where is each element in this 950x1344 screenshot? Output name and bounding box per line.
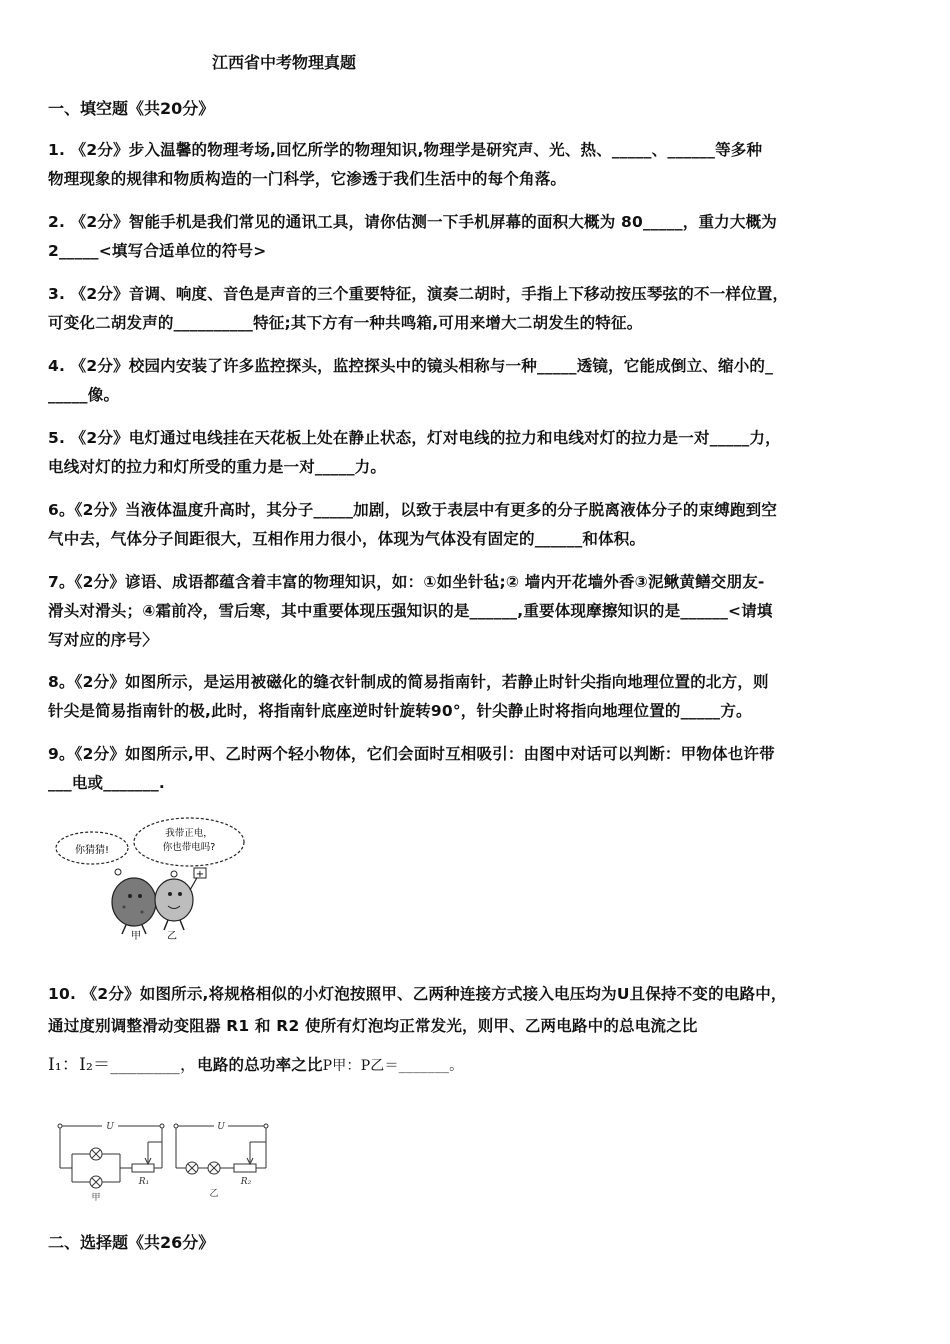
question-line: 物理现象的规律和物质构造的一门科学，它渗透于我们生活中的每个角落。 xyxy=(48,170,567,188)
object-jia xyxy=(112,878,156,926)
question-line: 写对应的序号〉 xyxy=(48,631,158,649)
question-8 xyxy=(48,668,908,726)
question-line: 6。《2分》当液体温度升高时，其分子_____加剧，以致于表层中有更多的分子脱离液体分子的束缚跑到空 xyxy=(48,501,778,519)
question-line: 电线对灯的拉力和灯所受的重力是一对_____力。 xyxy=(48,458,387,476)
question-2 xyxy=(48,208,908,266)
question-line: _____像。 xyxy=(48,386,120,404)
question-line: 气中去，气体分子间距很大，互相作用力很小，体现为气体没有固定的______和体积。 xyxy=(48,530,646,548)
question-3 xyxy=(48,280,908,338)
right-bubble-text-2: 你也带电吗? xyxy=(162,842,216,853)
section-choice-heading: 二、选择题《共26分》 xyxy=(48,1233,215,1252)
power-ratio-text: 电路的总功率之比 xyxy=(197,1056,323,1074)
question-line-ratios xyxy=(48,1051,908,1081)
q10-figure-circuits xyxy=(52,1112,282,1204)
question-line: 2. 《2分》智能手机是我们常见的通讯工具，请你估测一下手机屏幕的面积大概为 80_____，重力大概为 xyxy=(48,213,777,231)
label-u-jia: U xyxy=(106,1122,114,1132)
label-r2: R₂ xyxy=(240,1177,252,1187)
label-jia: 甲 xyxy=(91,1193,101,1203)
object-yi xyxy=(155,879,193,921)
question-line: 2_____<填写合适单位的符号> xyxy=(48,242,267,260)
question-4 xyxy=(48,352,908,410)
question-line: 针尖是简易指南针的极,此时，将指南针底座逆时针旋转90°，针尖静止时将指向地理位置的_____方。 xyxy=(48,702,752,720)
section-fill-in-heading: 一、填空题《共20分》 xyxy=(48,99,215,118)
question-line: 1. 《2分》步入温馨的物理考场,回忆所学的物理知识,物理学是研究声、光、热、_____、______等多种 xyxy=(48,141,763,159)
page-title: 江西省中考物理真题 xyxy=(212,53,357,72)
label-jia: 甲 xyxy=(131,931,141,942)
question-9 xyxy=(48,740,908,798)
question-line: ___电或_______. xyxy=(48,774,165,792)
question-5 xyxy=(48,424,908,482)
question-line: 8。《2分》如图所示，是运用被磁化的缝衣针制成的简易指南针，若静止时针尖指向地理位置的北方，则 xyxy=(48,673,769,691)
question-line: 10. 《2分》如图所示,将规格相似的小灯泡按照甲、乙两种连接方式接入电压均为U且保持不变的电路中， xyxy=(48,985,787,1003)
question-line: 通过度别调整滑动变阻器 R1 和 R2 使所有灯泡均正常发光，则甲、乙两电路中的总电流之比 xyxy=(48,1017,698,1035)
label-yi: 乙 xyxy=(167,931,177,942)
current-ratio: I₁：I₂＝________， xyxy=(48,1055,198,1075)
power-ratio: P甲：P乙＝_______。 xyxy=(322,1058,464,1074)
question-10 xyxy=(48,980,908,1081)
question-line: 可变化二胡发声的__________特征;其下方有一种共鸣箱,可用来增大二胡发生的特征。 xyxy=(48,314,643,332)
label-u-yi: U xyxy=(217,1122,225,1132)
question-7 xyxy=(48,568,908,655)
right-bubble-text-1: 我带正电， xyxy=(165,828,213,839)
q9-figure-charged-objects xyxy=(52,812,252,942)
svg-text:+: + xyxy=(195,869,205,880)
question-line: 7。《2分》谚语、成语都蕴含着丰富的物理知识，如：①如坐针毡;② 墙内开花墙外香③泥鳅黄鳝交朋友- xyxy=(48,573,765,591)
question-line: 3. 《2分》音调、响度、音色是声音的三个重要特征，演奏二胡时，手指上下移动按压琴弦的不一样位置， xyxy=(48,285,789,303)
question-1 xyxy=(48,136,908,194)
question-line: 4. 《2分》校园内安装了许多监控探头，监控探头中的镜头相称与一种_____透镜，它能成倒立、缩小的_ xyxy=(48,357,774,375)
question-6 xyxy=(48,496,908,554)
question-line: 5. 《2分》电灯通过电线挂在天花板上处在静止状态，灯对电线的拉力和电线对灯的拉力是一对_____力， xyxy=(48,429,781,447)
question-line: 滑头对滑头；④霜前冷，雪后寒，其中重要体现压强知识的是______,重要体现摩擦知识的是______<请填 xyxy=(48,602,773,620)
left-bubble-text: 你猜猜! xyxy=(74,845,110,856)
label-yi: 乙 xyxy=(209,1189,219,1199)
question-line: 9。《2分》如图所示,甲、乙时两个轻小物体，它们会面时互相吸引：由图中对话可以判断：甲物体也许带 xyxy=(48,745,775,763)
label-r1: R₁ xyxy=(138,1177,150,1187)
